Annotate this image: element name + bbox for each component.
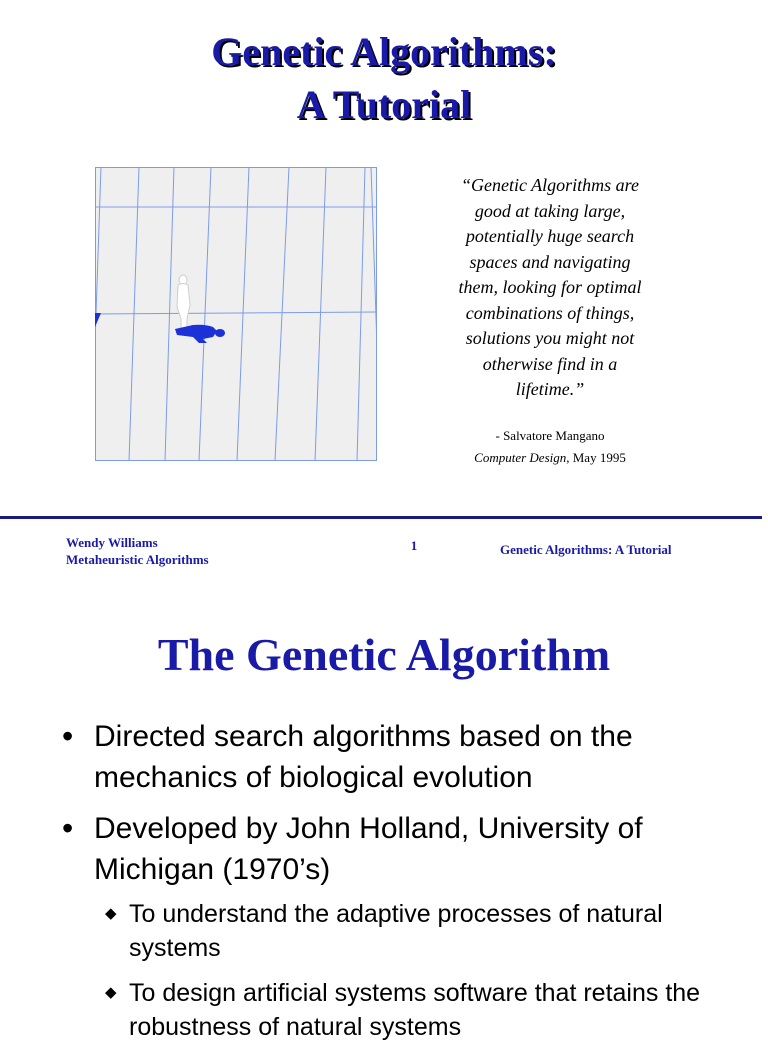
bullet-text: Developed by John Holland, University of Michigan (1970’s): [94, 812, 643, 886]
sub-bullet-item: [105, 897, 705, 965]
bullet-text: Directed search algorithms based on the mechanics of biological evolution: [94, 720, 633, 794]
quote-line: good at taking large,: [474, 200, 626, 221]
quote-block: [420, 173, 680, 403]
quote-attribution: - Salvatore Mangano: [495, 428, 605, 443]
bullet-dot-icon: •: [62, 810, 74, 846]
bullet-dot-icon: •: [62, 718, 74, 754]
sub-bullet-text: To design artificial systems software that retains the robustness of natural systems: [129, 979, 701, 1041]
quote-line: lifetime.”: [515, 379, 585, 399]
quote-publication: Computer Design: [474, 450, 567, 465]
sub-bullet-item: [105, 976, 705, 1044]
quote-line: them, looking for optimal: [458, 277, 642, 297]
diamond-bullet-icon: ◆: [105, 905, 117, 922]
footer-author: Wendy Williams: [66, 535, 158, 550]
quote-line: spaces and navigating: [469, 251, 631, 272]
footer-left: [66, 534, 209, 568]
bullet-item: [62, 808, 702, 890]
sub-bullet-text: To understand the adaptive processes of natural systems: [129, 900, 663, 962]
slide-2-title: The Genetic Algorithm: [157, 629, 611, 680]
diamond-bullet-icon: ◆: [105, 984, 117, 1001]
quote-line: otherwise find in a: [482, 353, 618, 374]
slide-title-line-2: A Tutorial: [296, 82, 472, 127]
quote-line: solutions you might not: [465, 328, 635, 348]
bullet-item: [62, 716, 702, 798]
quote-line: potentially huge search: [465, 226, 635, 246]
quote-line: “Genetic Algorithms are: [461, 175, 639, 195]
slide-title-line-1: Genetic Algorithms:: [211, 29, 557, 74]
quote-source: [440, 450, 660, 466]
page-number: 1: [410, 538, 418, 553]
footer-title: Genetic Algorithms: A Tutorial: [500, 542, 672, 557]
slide-divider: [0, 516, 762, 519]
quote-line: combinations of things,: [465, 302, 635, 323]
grid-landscape-icon: [95, 167, 377, 461]
quote-date: , May 1995: [566, 450, 626, 465]
footer-course: Metaheuristic Algorithms: [66, 552, 209, 567]
